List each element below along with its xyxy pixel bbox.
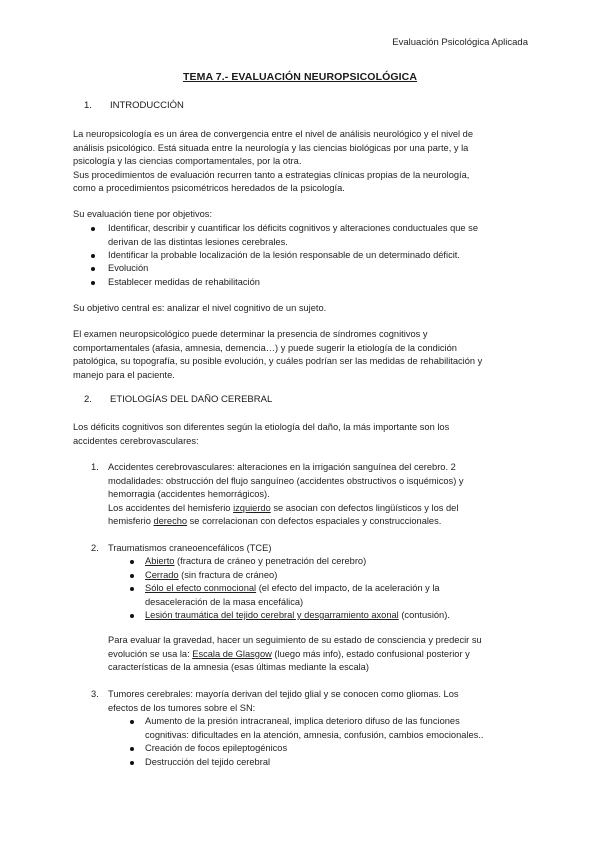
bullet-icon [91,227,95,231]
underlined-term: izquierdo [233,502,271,513]
text-line: derivan de las distintas lesiones cerebrales. [108,236,288,247]
text-line [108,502,464,516]
text-line: psicología y las ciencias comportamentales, por la otra. [73,156,302,167]
text-line: El examen neuropsicológico puede determinar la presencia de síndromes cognitivos y [73,329,428,339]
text-line: patológica, su topografía, su posible evolución, y cuáles podrían ser las medidas de rehabilitación y [73,356,483,367]
section-title: INTRODUCCIÓN [110,100,184,111]
text-line: hemorragia (accidentes hemorrágicos). [108,489,270,500]
text-line: Tumores cerebrales: mayoría derivan del tejido glial y se conocen como gliomas. Los [108,689,459,699]
text-line [108,648,482,662]
tce-bullet-3 [145,582,440,609]
text-line: comportamentales (afasia, amnesia, demencia…) y puede sugerir la etiología de la condición [73,342,457,353]
tumor-bullet-3: Destrucción del tejido cerebral [145,757,271,767]
deficits-paragraph [73,421,449,448]
objectives-lead: Su evaluación tiene por objetivos: [73,209,213,219]
item-tumors [108,688,459,715]
text-run: se asocian con defectos lingüísticos y los del [270,502,459,513]
tce-bullet-1 [145,555,366,569]
tumor-bullet-2: Creación de focos epileptogénicos [145,743,288,753]
text-line: características de la amnesia (esas últimas mediante la escala) [108,662,369,673]
underlined-term: Escala de Glasgow [192,648,272,659]
underlined-term: Lesión traumática del tejido cerebral y desgarramiento axonal [145,610,399,620]
text-line: efectos de los tumores sobre el SN: [108,702,256,713]
text-line: análisis psicológico. Está situada entre la neurología y las ciencias biológicas por una parte, y la [73,142,469,153]
text-run: hemisferio [108,516,154,527]
intro-paragraph [73,128,473,196]
tce-gravity-paragraph [108,634,482,675]
objective-item-4: Establecer medidas de rehabilitación [108,277,260,287]
text-run: se correlacionan con defectos espaciales y construccionales. [187,516,442,527]
text-line: accidentes cerebrovasculares: [73,435,199,446]
text-line [145,582,440,596]
text-line: Sus procedimientos de evaluación recurren tanto a estrategias clínicas propias de la neurología, [73,169,470,180]
text-run: Los accidentes del hemisferio [108,502,234,513]
text-run: (luego más info), estado confusional posterior y [271,648,470,659]
bullet-icon [91,267,95,271]
section-title: ETIOLOGÍAS DEL DAÑO CEREBRAL [110,394,273,405]
running-header: Evaluación Psicológica Aplicada [392,37,528,48]
text-line: modalidades: obstrucción del flujo sanguíneo (accidentes obstructivos o isquémicos) y [108,475,464,486]
text-line: La neuropsicología es un área de convergencia entre el nivel de análisis neurológico y el nivel de [73,129,474,139]
text-run: (contusión). [398,610,450,620]
text-line: Accidentes cerebrovasculares: alteraciones en la irrigación sanguínea del cerebro. 2 [108,462,456,472]
text-line: cognitivas: dificultades en la atención, amnesia, confusión, cambios emocionales.. [145,729,484,740]
text-line: Aumento de la presión intracraneal, implica deterioro difuso de las funciones [145,716,460,726]
bullet-icon [130,560,134,564]
text-line [108,515,464,529]
bullet-icon [91,281,95,285]
underlined-term: Cerrado [145,570,179,580]
bullet-icon [130,587,134,591]
bullet-icon [130,614,134,618]
underlined-term: derecho [153,516,188,527]
text-line: Para evaluar la gravedad, hacer un seguimiento de su estado de consciencia y predecir su [108,635,482,645]
bullet-icon [130,574,134,578]
text-line: manejo para el paciente. [73,369,175,380]
tce-bullet-2 [145,569,277,583]
underlined-term: Sólo el efecto conmocional [145,583,257,593]
text-run: evolución se usa la: [108,648,193,659]
text-run: (sin fractura de cráneo) [178,570,278,580]
text-run: (el efecto del impacto, de la aceleración y la [256,583,440,593]
text-line: desaceleración de la masa encefálica) [145,596,304,607]
objective-item-1 [108,222,478,249]
page-title: TEMA 7.- EVALUACIÓN NEUROPSICOLÓGICA [182,71,418,83]
list-number: 2. [91,543,99,553]
bullet-icon [91,254,95,258]
objective-item-3: Evolución [108,263,149,273]
section-number: 1. [84,100,92,111]
tce-bullet-4 [145,609,450,623]
text-line: como a procedimientos psicométricos heredados de la psicología. [73,183,345,194]
item-cerebrovascular [108,461,464,529]
text-line: Los déficits cognitivos son diferentes según la etiología del daño, la más importante son los [73,422,450,432]
exam-paragraph [73,328,482,382]
list-number: 1. [91,462,99,472]
section-number: 2. [84,394,92,405]
text-line: Identificar, describir y cuantificar los déficits cognitivos y alteraciones conductuales que se [108,223,478,233]
tumor-bullet-1 [145,715,484,742]
bullet-icon [130,747,134,751]
text-run: (fractura de cráneo y penetración del cerebro) [174,556,367,566]
objective-item-2: Identificar la probable localización de la lesión responsable de un determinado déficit. [108,250,460,260]
bullet-icon [130,761,134,765]
item-tce-title: Traumatismos craneoencefálicos (TCE) [108,543,272,553]
underlined-term: Abierto [145,556,175,566]
central-objective: Su objetivo central es: analizar el nivel cognitivo de un sujeto. [73,303,327,313]
list-number: 3. [91,689,99,699]
bullet-icon [130,720,134,724]
